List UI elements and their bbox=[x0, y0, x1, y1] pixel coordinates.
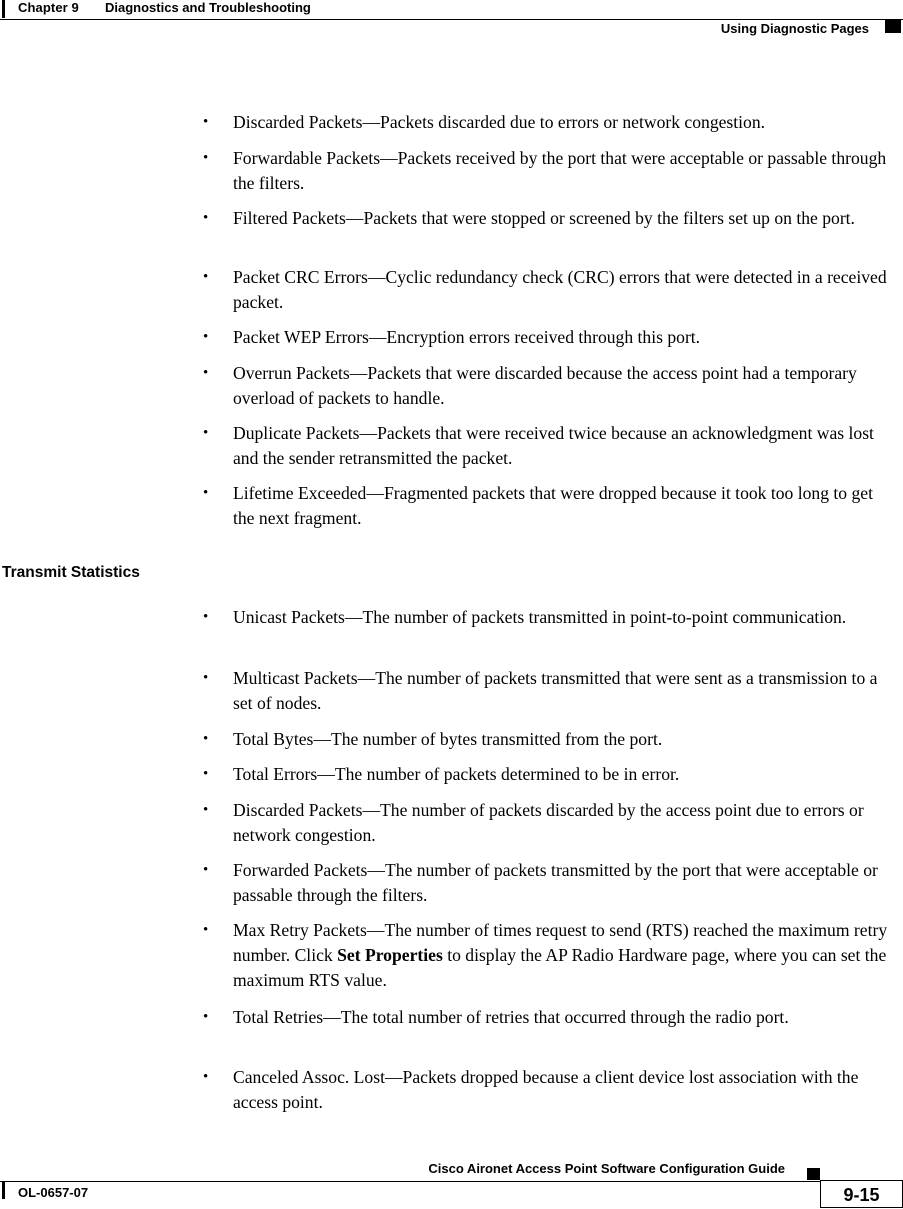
header-section: Using Diagnostic Pages bbox=[720, 21, 869, 36]
list-item: Multicast Packets—The number of packets transmitted that were sent as a transmission to a set of nodes. bbox=[233, 668, 878, 713]
list-item: Forwardable Packets—Packets received by the port that were acceptable or passable through the filters. bbox=[233, 148, 887, 193]
bullet-icon: • bbox=[203, 609, 209, 625]
header-left-bar bbox=[2, 0, 5, 18]
list-item: Filtered Packets—Packets that were stopped or screened by the filters set up on the port. bbox=[233, 208, 855, 228]
bullet-icon: • bbox=[203, 210, 209, 226]
header-chapter: Chapter 9 bbox=[18, 0, 79, 15]
footer-rule bbox=[0, 1181, 820, 1182]
list-item: Overrun Packets—Packets that were discarded because the access point had a temporary overload of packets to handle. bbox=[233, 363, 857, 408]
list-item: Unicast Packets—The number of packets transmitted in point-to-point communication. bbox=[233, 607, 847, 627]
bullet-icon: • bbox=[203, 1009, 209, 1025]
bullet-icon: • bbox=[203, 329, 209, 345]
list-item: Packet CRC Errors—Cyclic redundancy check (CRC) errors that were detected in a received packet. bbox=[233, 267, 887, 312]
bullet-icon: • bbox=[203, 365, 209, 381]
list-item: Forwarded Packets—The number of packets transmitted by the port that were acceptable or passable through the filters. bbox=[233, 860, 878, 905]
list-item: Canceled Assoc. Lost—Packets dropped because a client device lost association with the access point. bbox=[233, 1067, 859, 1112]
bullet-icon: • bbox=[203, 425, 209, 441]
bullet-icon: • bbox=[203, 766, 209, 782]
footer-left-bar bbox=[2, 1181, 5, 1199]
header-chapter-title: Diagnostics and Troubleshooting bbox=[105, 0, 311, 15]
header-rule bbox=[0, 19, 903, 20]
bullet-icon: • bbox=[203, 150, 209, 166]
footer-guide-title: Cisco Aironet Access Point Software Configuration Guide bbox=[428, 1161, 785, 1176]
section-heading-transmit: Transmit Statistics bbox=[2, 564, 140, 581]
bullet-icon: • bbox=[203, 269, 209, 285]
set-properties-label: Set Properties bbox=[337, 945, 443, 965]
bullet-icon: • bbox=[203, 670, 209, 686]
list-item: Total Retries—The total number of retries that occurred through the radio port. bbox=[233, 1007, 789, 1027]
bullet-icon: • bbox=[203, 862, 209, 878]
list-item: Duplicate Packets—Packets that were received twice because an acknowledgment was lost and the sender retransmitted the packet. bbox=[233, 423, 874, 468]
footer-doc-number: OL-0657-07 bbox=[18, 1185, 89, 1200]
list-item bbox=[233, 918, 898, 993]
list-item: Discarded Packets—The number of packets discarded by the access point due to errors or network congestion. bbox=[233, 800, 864, 845]
bullet-icon: • bbox=[203, 114, 209, 130]
list-item-text: to display the AP Radio Hardware page, where you can set the maximum RTS value. bbox=[233, 945, 887, 990]
bullet-icon: • bbox=[203, 1069, 209, 1085]
list-item: Discarded Packets—Packets discarded due to errors or network congestion. bbox=[233, 112, 766, 132]
list-item: Total Errors—The number of packets determined to be in error. bbox=[233, 764, 680, 784]
footer-marker bbox=[807, 1168, 820, 1180]
list-item-text: Max Retry Packets—The number of times request to send (RTS) reached the maximum retry number. Click bbox=[233, 920, 888, 965]
bullet-icon: • bbox=[203, 731, 209, 747]
list-item: Packet WEP Errors—Encryption errors received through this port. bbox=[233, 327, 701, 347]
bullet-icon: • bbox=[203, 922, 209, 938]
header-marker bbox=[885, 20, 901, 33]
bullet-icon: • bbox=[203, 485, 209, 501]
footer-page-number: 9-15 bbox=[820, 1180, 903, 1208]
bullet-icon: • bbox=[203, 802, 209, 818]
list-item: Lifetime Exceeded—Fragmented packets that were dropped because it took too long to get the next fragment. bbox=[233, 483, 873, 528]
list-item: Total Bytes—The number of bytes transmitted from the port. bbox=[233, 729, 663, 749]
